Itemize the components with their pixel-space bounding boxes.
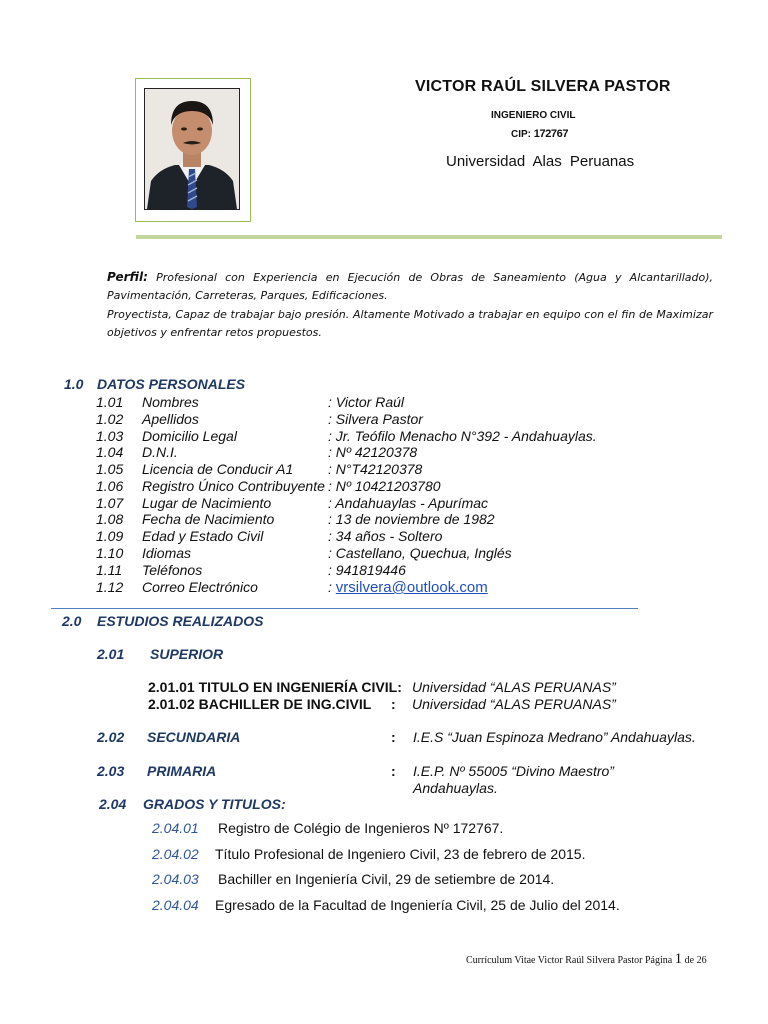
personal-data-row <box>0 528 700 545</box>
personal-data-value: : Nº 10421203780 <box>328 477 441 494</box>
grados-list <box>0 820 768 920</box>
personal-data-label: Nombres <box>142 394 199 410</box>
cip-number: 172767 <box>533 128 569 140</box>
personal-data-label: Fecha de Nacimiento <box>142 511 275 528</box>
profile-photo-illustration <box>145 89 239 209</box>
grado-item-number: 2.04.02 <box>152 845 199 862</box>
secundaria-title: SECUNDARIA <box>147 729 241 745</box>
superior-number: 2.01 <box>97 646 125 662</box>
personal-data-label: Teléfonos <box>142 561 203 578</box>
email-colon: : <box>328 579 336 595</box>
email-row-number: 1.12 <box>96 579 124 595</box>
personal-data-label: Edad y Estado Civil <box>142 528 264 544</box>
personal-data-row <box>0 444 700 461</box>
personal-data-row <box>0 394 700 411</box>
footer-text: Currículum Vitae Victor Raúl Silvera Pastor Página <box>466 955 675 966</box>
personal-data-number: 1.06 <box>96 477 124 494</box>
personal-data-number: 1.11 <box>96 561 123 578</box>
personal-data-label: Idiomas <box>142 544 192 561</box>
degree-title: 2.01.01 TITULO EN INGENIERÍA CIVIL: <box>148 679 402 695</box>
candidate-name: VICTOR RAÚL SILVERA PASTOR <box>415 78 671 95</box>
personal-data-label: Domicilio Legal <box>142 427 237 444</box>
cip-label: CIP: <box>511 129 534 140</box>
degree-title-university: Universidad “ALAS PERUANAS” <box>412 679 616 695</box>
footer-page-number: 1 <box>674 951 683 967</box>
degree-bachiller: 2.01.02 BACHILLER DE ING.CIVIL <box>148 696 372 712</box>
email-row <box>0 579 768 597</box>
personal-data-value: : Nº 42120378 <box>328 444 418 461</box>
grado-item-number: 2.04.04 <box>152 896 199 913</box>
primaria-value-line-2: Andahuaylas. <box>413 780 498 796</box>
secundaria-number: 2.02 <box>97 729 125 745</box>
personal-data-value: : Castellano, Quechua, Inglés <box>328 544 512 561</box>
personal-data-label: Registro Único Contribuyente <box>142 477 325 494</box>
cip-line <box>511 128 568 140</box>
secundaria-colon: : <box>391 729 396 745</box>
personal-data-row <box>0 545 700 562</box>
profile-paragraph-1 <box>107 268 713 305</box>
personal-data-label: Lugar de Nacimiento <box>142 494 272 511</box>
personal-data-number: 1.09 <box>96 528 124 544</box>
section-2-number: 2.0 <box>62 613 82 629</box>
personal-data-number: 1.10 <box>96 544 124 561</box>
primaria-value-line-1: I.E.P. Nº 55005 “Divino Maestro” <box>413 763 614 779</box>
photo-frame <box>135 78 251 222</box>
personal-data-value: : Jr. Teófilo Menacho N°392 - Andahuaylas. <box>328 427 597 444</box>
personal-data-number: 1.03 <box>96 427 124 444</box>
primaria-number: 2.03 <box>97 763 125 779</box>
personal-data-label: Licencia de Conducir A1 <box>142 461 294 477</box>
personal-data-number: 1.01 <box>96 394 124 410</box>
superior-title: SUPERIOR <box>150 646 224 662</box>
personal-data-row <box>0 428 700 445</box>
grado-item-text: Título Profesional de Ingeniero Civil, 23 de febrero de 2015. <box>215 845 586 862</box>
email-row-label: Correo Electrónico <box>142 579 258 595</box>
grado-item-number: 2.04.01 <box>152 820 199 836</box>
section-1-number: 1.0 <box>64 376 84 392</box>
personal-data-value: : 34 años - Soltero <box>328 528 443 544</box>
personal-data-label: Apellidos <box>142 410 199 427</box>
personal-data-value: : 941819446 <box>328 561 406 578</box>
personal-data-row <box>0 562 700 579</box>
page-footer <box>466 951 707 968</box>
profile-text-1: Profesional con Experiencia en Ejecución de Obras de Saneamiento (Agua y Alcantarillado), Pavimentación, Carreteras, Parques, Edificaciones. <box>107 271 713 302</box>
email-row-value <box>328 579 488 596</box>
personal-data-row <box>0 495 700 512</box>
degree-bachiller-university: Universidad “ALAS PERUANAS” <box>412 696 616 712</box>
secundaria-value: I.E.S “Juan Espinoza Medrano” Andahuaylas. <box>413 729 696 745</box>
personal-data-value: : N°T42120378 <box>328 461 423 477</box>
personal-data-value: : 13 de noviembre de 1982 <box>328 511 495 528</box>
email-link[interactable]: vrsilvera@outlook.com <box>335 579 488 596</box>
personal-data-list <box>0 394 768 604</box>
primaria-colon: : <box>391 763 396 779</box>
personal-data-number: 1.02 <box>96 410 124 427</box>
grados-number: 2.04 <box>99 796 127 812</box>
personal-data-label: D.N.I. <box>142 444 178 461</box>
grado-item-number: 2.04.03 <box>152 871 199 887</box>
section-2-title: ESTUDIOS REALIZADOS <box>97 613 264 629</box>
section-1-title: DATOS PERSONALES <box>97 376 246 392</box>
university: Universidad Alas Peruanas <box>446 153 635 170</box>
section-2-divider <box>51 608 638 609</box>
personal-data-row <box>0 411 700 428</box>
grados-title: GRADOS Y TITULOS: <box>143 796 286 812</box>
personal-data-value: : Victor Raúl <box>328 394 404 410</box>
degree-bachiller-colon: : <box>391 696 396 712</box>
grado-item-text: Registro de Colégio de Ingenieros Nº 172767. <box>218 820 504 836</box>
grado-item-text: Bachiller en Ingeniería Civil, 29 de setiembre de 2014. <box>218 871 555 887</box>
personal-data-number: 1.07 <box>96 494 124 511</box>
personal-data-number: 1.05 <box>96 461 124 477</box>
personal-data-value: : Andahuaylas - Apurímac <box>328 494 489 511</box>
personal-data-number: 1.08 <box>96 511 124 528</box>
profile-photo <box>144 88 240 210</box>
personal-data-row <box>0 478 700 495</box>
personal-data-value: : Silvera Pastor <box>328 410 423 427</box>
personal-data-row <box>0 511 700 528</box>
footer-page-total: de 26 <box>682 955 707 966</box>
personal-data-row <box>0 461 700 478</box>
grado-item-text: Egresado de la Facultad de Ingeniería Civil, 25 de Julio del 2014. <box>215 896 620 913</box>
profile-label: Perfil: <box>107 270 148 284</box>
header-divider <box>136 235 722 239</box>
profile-paragraph-2: Proyectista, Capaz de trabajar bajo presión. Altamente Motivado a trabajar en equipo con el fin de Maximizar objetivos y enfrentar retos propuestos. <box>107 308 713 339</box>
personal-data-number: 1.04 <box>96 444 124 461</box>
profession: INGENIERO CIVIL <box>491 110 576 121</box>
primaria-title: PRIMARIA <box>147 763 217 779</box>
